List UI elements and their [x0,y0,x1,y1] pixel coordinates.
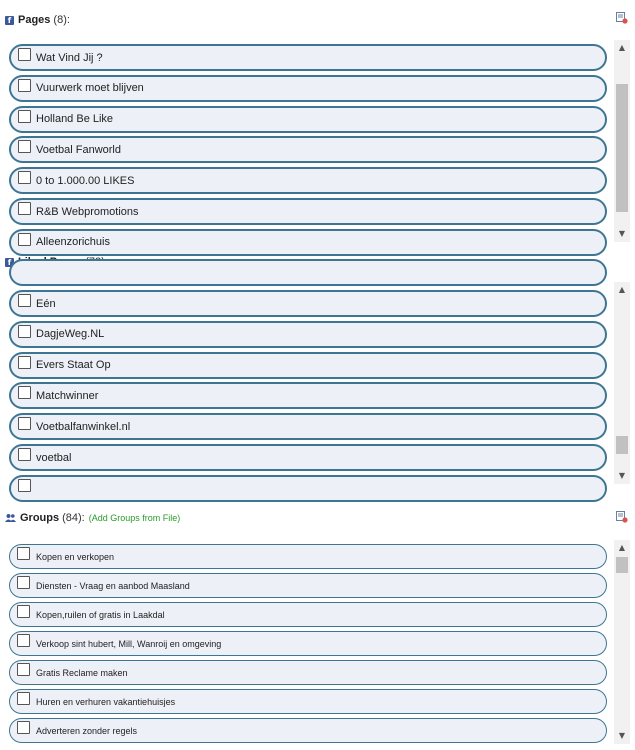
list-item-partial [9,475,607,502]
item-label: 0 to 1.000.00 LIKES [36,174,135,187]
list-item[interactable] [9,44,607,71]
item-label: Adverteren zonder regels [36,725,138,736]
list-item[interactable] [9,444,607,471]
list-item[interactable] [9,290,607,317]
pages-header [5,12,70,28]
item-checkbox[interactable] [17,721,30,734]
item-label: Voetbalfanwinkel.nl [36,420,131,433]
list-item[interactable] [9,167,607,194]
list-item[interactable] [9,229,607,256]
item-checkbox[interactable] [18,140,31,153]
list-settings-icon[interactable] [616,12,628,24]
scroll-up-icon[interactable]: ▲ [618,285,626,294]
list-item[interactable] [9,631,607,656]
item-label: Holland Be Like [36,113,114,126]
liked-pages-scrollbar[interactable] [614,282,630,484]
list-item[interactable] [9,136,607,163]
facebook-page-icon: f [5,258,14,267]
item-checkbox[interactable] [18,294,31,307]
pages-title: Pages [18,14,51,26]
item-label: voetbal [36,451,72,464]
list-item[interactable] [9,382,607,409]
list-item[interactable] [9,75,607,102]
item-checkbox[interactable] [17,605,30,618]
scroll-down-icon[interactable]: ▼ [618,229,626,238]
list-item[interactable] [9,321,607,348]
list-item[interactable] [9,106,607,133]
facebook-page-icon: f [5,16,14,25]
item-checkbox[interactable] [18,386,31,399]
item-label: Kopen,ruilen of gratis in Laakdal [36,609,165,620]
item-label: Wat Vind Jij ? [36,51,103,64]
groups-list[interactable] [6,540,630,744]
list-item[interactable] [9,718,607,743]
list-item[interactable] [9,352,607,379]
groups-count: (84): [62,512,85,524]
list-item[interactable] [9,573,607,598]
item-label: Voetbal Fanworld [36,143,121,156]
item-label: DagjeWeg.NL [36,328,105,341]
item-label: Evers Staat Op [36,359,111,372]
item-label: Alleenzorichuis [36,236,110,249]
list-item[interactable] [9,413,607,440]
list-item[interactable] [9,602,607,627]
item-checkbox[interactable] [17,547,30,560]
item-checkbox[interactable] [18,233,31,246]
item-label: Eén [36,297,56,310]
list-item[interactable] [9,660,607,685]
scroll-down-icon[interactable]: ▼ [618,471,626,480]
groups-scrollbar[interactable] [614,540,630,744]
groups-scroll-thumb[interactable] [616,557,628,573]
groups-title: Groups [20,512,60,524]
scroll-up-icon[interactable]: ▲ [618,43,626,52]
list-item[interactable] [9,544,607,569]
item-label: Kopen en verkopen [36,551,115,562]
item-label: Vuurwerk moet blijven [36,82,144,95]
add-groups-from-file-link[interactable]: (Add Groups from File) [88,513,181,523]
item-checkbox[interactable] [18,356,31,369]
item-label: Huren en verhuren vakantiehuisjes [36,696,176,707]
item-checkbox [18,479,31,492]
group-people-icon [5,513,16,523]
item-label: Matchwinner [36,389,99,402]
item-checkbox[interactable] [17,692,30,705]
list-item-partial [9,259,607,286]
list-settings-icon[interactable] [616,511,628,523]
item-checkbox[interactable] [18,325,31,338]
item-checkbox[interactable] [18,417,31,430]
list-item[interactable] [9,689,607,714]
scroll-up-icon[interactable]: ▲ [618,543,626,552]
item-checkbox[interactable] [18,79,31,92]
item-checkbox[interactable] [18,448,31,461]
item-checkbox[interactable] [18,48,31,61]
item-label: Gratis Reclame maken [36,667,128,678]
pages-list[interactable] [6,40,630,249]
item-checkbox[interactable] [17,576,30,589]
liked-pages-scroll-thumb[interactable] [616,436,628,454]
pages-count: (8): [53,14,70,26]
pages-scrollbar[interactable] [614,40,630,242]
item-checkbox[interactable] [17,634,30,647]
item-checkbox[interactable] [18,110,31,123]
item-checkbox[interactable] [18,202,31,215]
pages-scroll-thumb[interactable] [616,84,628,212]
list-item[interactable] [9,198,607,225]
groups-header [5,510,180,526]
item-checkbox[interactable] [18,171,31,184]
item-label: R&B Webpromotions [36,205,139,218]
item-checkbox[interactable] [17,663,30,676]
item-label: Diensten - Vraag en aanbod Maasland [36,580,190,591]
item-label: Verkoop sint hubert, Mill, Wanroij en omgeving [36,638,222,649]
scroll-down-icon[interactable]: ▼ [618,731,626,740]
liked-pages-list[interactable] [6,282,630,484]
